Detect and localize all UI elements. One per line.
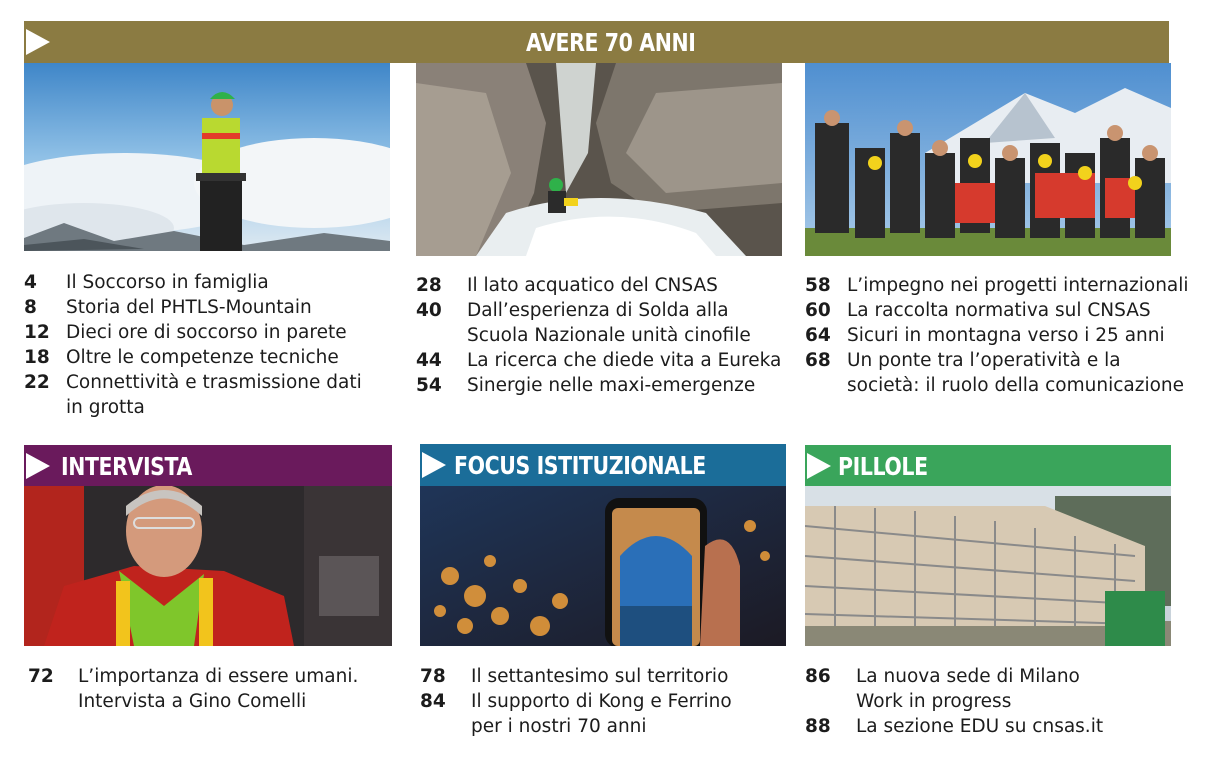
photo-smartphone-bokeh: [420, 486, 786, 646]
toc-entry: [805, 664, 1175, 714]
photo-rescuer-above-clouds: [24, 63, 390, 251]
entry-title-line: Sicuri in montagna verso i 25 anni: [847, 325, 1165, 346]
entry-title-line: Sinergie nelle maxi-emergenze: [467, 375, 756, 396]
toc-list-col-3: [805, 273, 1195, 398]
section-title: AVERE 70 ANNI: [526, 28, 696, 57]
toc-entry: [805, 273, 1195, 298]
toc-entry: [24, 320, 404, 345]
entry-title-line: Work in progress: [856, 691, 1012, 712]
page-number: 58: [805, 275, 831, 296]
section-banner-intervista: [24, 445, 392, 487]
photo-gino-comelli-portrait: [24, 486, 392, 646]
section-title: PILLOLE: [838, 452, 928, 481]
entry-title-line: La sezione EDU su cnsas.it: [856, 716, 1104, 737]
toc-entry: [420, 664, 790, 689]
entry-title-line: Oltre le competenze tecniche: [66, 347, 339, 368]
entry-title-line: Dieci ore di soccorso in parete: [66, 322, 347, 343]
toc-list-col-2: [416, 273, 801, 398]
entry-title-line: L’importanza di essere umani.: [78, 666, 359, 687]
play-triangle-icon: [422, 452, 446, 478]
page-number: 4: [24, 272, 37, 293]
toc-list-intervista: [28, 664, 398, 714]
toc-entry: [805, 323, 1195, 348]
toc-entry: [28, 664, 398, 714]
entry-title-line: La nuova sede di Milano: [856, 666, 1080, 687]
photo-building-scaffolding: [805, 486, 1171, 646]
section-title: FOCUS ISTITUZIONALE: [454, 451, 706, 480]
toc-list-pillole: [805, 664, 1175, 739]
toc-entry: [24, 345, 404, 370]
page-number: 72: [28, 666, 54, 687]
toc-entry: [416, 273, 801, 298]
toc-entry: [416, 298, 801, 348]
entry-title-line: società: il ruolo della comunicazione: [847, 375, 1185, 396]
toc-list-focus: [420, 664, 790, 739]
photo-canyoning-waterfall: [416, 63, 782, 256]
page-number: 54: [416, 375, 442, 396]
page-number: 84: [420, 691, 446, 712]
page-number: 40: [416, 300, 442, 321]
page-number: 60: [805, 300, 831, 321]
page-number: 86: [805, 666, 831, 687]
entry-title-line: in grotta: [66, 397, 145, 418]
section-banner-avere-70-anni: [24, 21, 1169, 63]
section-banner-focus-istituzionale: [420, 444, 786, 486]
page-number: 78: [420, 666, 446, 687]
entry-title-line: L’impegno nei progetti internazionali: [847, 275, 1189, 296]
page-number: 44: [416, 350, 442, 371]
entry-title-line: Il lato acquatico del CNSAS: [467, 275, 718, 296]
entry-title-line: Il Soccorso in famiglia: [66, 272, 269, 293]
toc-entry: [420, 689, 790, 739]
page-number: 8: [24, 297, 37, 318]
entry-title-line: Connettività e trasmissione dati: [66, 372, 362, 393]
section-banner-pillole: [805, 445, 1171, 487]
toc-entry: [24, 270, 404, 295]
entry-title-line: La raccolta normativa sul CNSAS: [847, 300, 1151, 321]
toc-list-col-1: [24, 270, 404, 420]
entry-title-line: La ricerca che diede vita a Eureka: [467, 350, 782, 371]
page-number: 64: [805, 325, 831, 346]
section-title: INTERVISTA: [61, 452, 192, 481]
play-triangle-icon: [26, 29, 50, 55]
page-number: 12: [24, 322, 50, 343]
page-number: 22: [24, 372, 50, 393]
play-triangle-icon: [807, 453, 831, 479]
entry-title-line: Il settantesimo sul territorio: [471, 666, 729, 687]
photo-rescue-team-group: [805, 63, 1171, 256]
entry-title-line: per i nostri 70 anni: [471, 716, 647, 737]
toc-entry: [416, 348, 801, 373]
page-number: 68: [805, 350, 831, 371]
toc-entry: [805, 714, 1175, 739]
entry-title-line: Scuola Nazionale unità cinofile: [467, 325, 751, 346]
toc-entry: [416, 373, 801, 398]
toc-entry: [805, 298, 1195, 323]
page-number: 18: [24, 347, 50, 368]
page-number: 28: [416, 275, 442, 296]
toc-entry: [24, 370, 404, 420]
entry-title-line: Un ponte tra l’operatività e la: [847, 350, 1121, 371]
entry-title-line: Intervista a Gino Comelli: [78, 691, 307, 712]
entry-title-line: Storia del PHTLS-Mountain: [66, 297, 312, 318]
toc-entry: [24, 295, 404, 320]
entry-title-line: Il supporto di Kong e Ferrino: [471, 691, 732, 712]
toc-entry: [805, 348, 1195, 398]
entry-title-line: Dall’esperienza di Solda alla: [467, 300, 729, 321]
page-number: 88: [805, 716, 831, 737]
play-triangle-icon: [26, 453, 50, 479]
